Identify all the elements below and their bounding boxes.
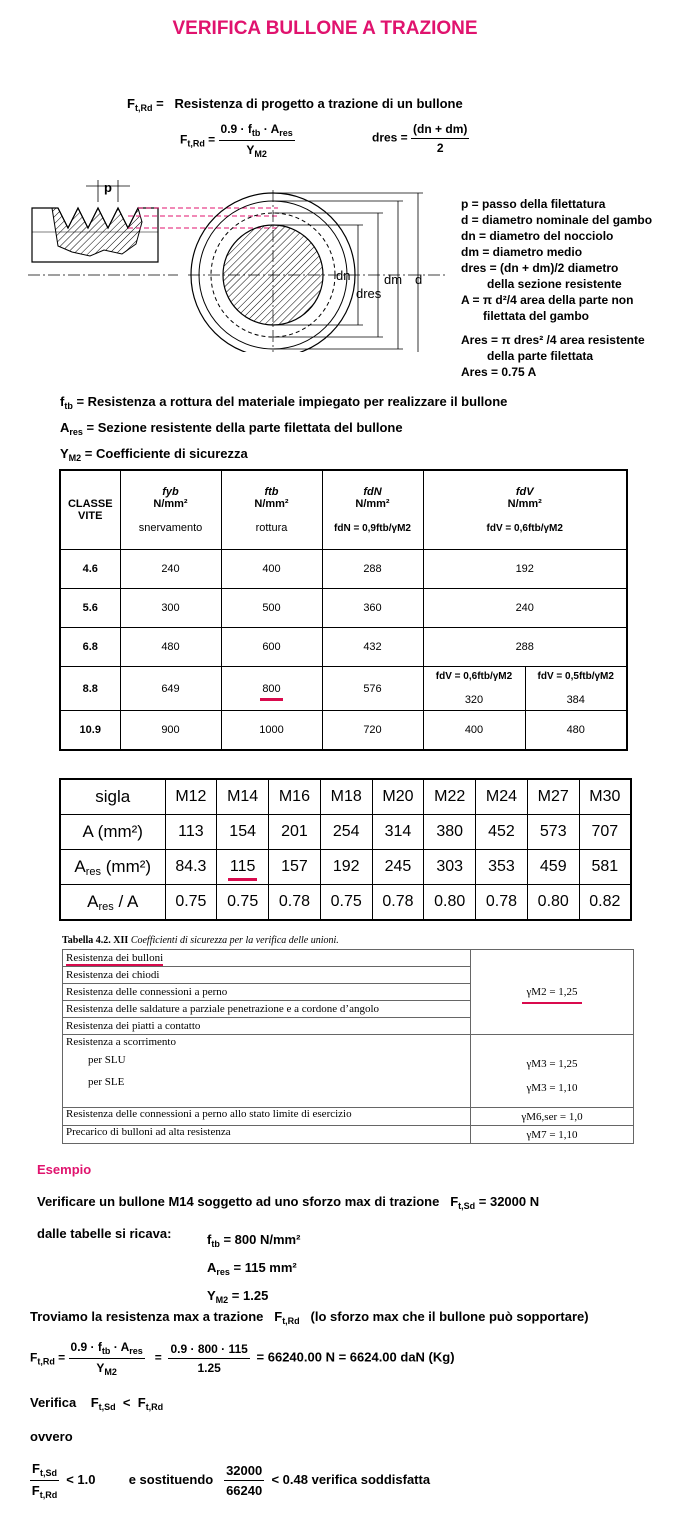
bolt-class-table (59, 469, 628, 751)
ftrd-formula: $F_{t,Rd}$ = $\frac{0.9 \cdot f_{tb} \cdot A_{res}}{Y_{M2}}$ (180, 122, 293, 159)
dres-label: dres (356, 286, 382, 301)
table-row: A (mm²) 113 154 201 254 314 380 452 573 707 (60, 815, 631, 850)
legend-item: A = π d²/4 area della parte non (461, 293, 634, 307)
bolt-diagram (28, 172, 448, 352)
header-fdv: fdV N/mm² fdV = 0,6ftb/γM2 (423, 470, 627, 550)
d-label: d (415, 272, 423, 287)
table-row: 5.6 300 500 360 240 (60, 589, 627, 628)
legend-item: d = diametro nominale del gambo (461, 213, 653, 227)
legend-item: dm = diametro medio (461, 245, 583, 259)
ym2-value: γM2 = 1,25 (522, 986, 581, 1004)
header-ftb: ftb N/mm² rottura (221, 470, 322, 550)
safety-coefficients-table: Resistenza dei bulloni Resistenza dei chiodi Resistenza delle connessioni a perno Resistenza delle saldature a parziale penetrazione e a cordone d’angolo Resistenza dei piatti a contatto γM2 = 1,25 Resistenza a scorrimento per SLU per SLE γM3 = 1,25 γM3 = 1,10 Resistenza delle connessioni a perno allo stato limite di esercizio γM6,ser = 1,0 Precarico di bulloni ad alta resistenza γM7 = 1,10 (62, 949, 634, 1144)
legend-item: filettata del gambo (483, 309, 590, 323)
definition-ym2: $Y_{M2}$ = Coefficiente di sicurezza (60, 446, 248, 463)
diagram-legend (461, 196, 652, 380)
table3-caption: Tabella 4.2. XII Coefficienti di sicurezza per la verifica delle unioni. (62, 935, 339, 946)
definition-ares: $A_{res}$ = Sezione resistente della parte filettata del bullone (60, 420, 403, 437)
highlight-115: 115 (228, 858, 258, 881)
p-label: p (104, 180, 112, 195)
example-heading: Esempio (37, 1162, 92, 1177)
example-calculation: $F_{t,Rd}$ = $\frac{0.9 \cdot f_{tb} \cdot A_{res}}{Y_{M2}}$ = $\frac{0.9 \cdot 800 \cdot 115}{1.25}$ = 66240.00 N = 6624.00 daN (Kg) (30, 1340, 455, 1377)
example-ovvero: ovvero (30, 1429, 73, 1444)
example-verifica: Verifica $F_{t,Sd} < F_{t,Rd}$ (30, 1395, 164, 1412)
table-row: Resistenza dei piatti a contatto (63, 1017, 470, 1034)
table-row: 4.6 240 400 288 192 (60, 550, 627, 589)
example-line1: Verificare un bullone M14 soggetto ad uno sforzo max di trazione $F_{t,Sd} = 32000$ N (37, 1194, 540, 1211)
table-row: 6.8 480 600 432 288 (60, 628, 627, 667)
example-line2: dalle tabelle si ricava: (37, 1226, 172, 1241)
ftrd-definition: $F_{t,Rd}$ = Resistenza di progetto a trazione di un bullone (127, 96, 463, 113)
example-values: $f_{tb} = 800$ N/mm² $A_{res} = 115$ mm² $Y_{M2} = 1.25$ (207, 1232, 301, 1305)
example-final: $\frac{F_{t,Sd}}{F_{t,Rd}}$ < 1.0 e sostituendo $\frac{32000}{66240}$ < 0.48 verifica soddisfatta (31, 1461, 431, 1500)
table-row: Resistenza dei bulloni (66, 952, 164, 964)
bolt-size-table (59, 778, 632, 921)
circular-section (188, 190, 448, 352)
dres-formula: dres = $\frac{(dn + dm)}{2}$ (372, 122, 468, 155)
table-row: $A_{res}$ / A 0.75 0.75 0.78 0.75 0.78 0.80 0.78 0.80 0.82 (60, 885, 631, 921)
table-row: Resistenza delle connessioni a perno (63, 983, 470, 1000)
highlight-800: 800 (260, 683, 282, 701)
definitions (60, 391, 507, 469)
legend-item: Ares = π dres² /4 area resistente (461, 333, 645, 347)
table-row: 10.9 900 1000 720 400 480 (60, 711, 627, 751)
legend-item: della sezione resistente (487, 277, 622, 291)
header-classe: CLASSE VITE (60, 470, 120, 550)
page-title: VERIFICA BULLONE A TRAZIONE (172, 18, 478, 39)
header-fdn: fdN N/mm² fdN = 0,9ftb/γM2 (322, 470, 423, 550)
table-row: Resistenza dei chiodi (63, 966, 470, 983)
legend-item: della parte filettata (487, 349, 594, 363)
definition-ftb: $f_{tb}$ = Resistenza a rottura del materiale impiegato per realizzare il bullone (60, 394, 508, 411)
table-row: Resistenza delle saldature a parziale penetrazione e a cordone d’angolo (63, 1000, 470, 1017)
example-line3: Troviamo la resistenza max a trazione $F_{t,Rd}$ (lo sforzo max che il bullone può sopportare) (30, 1309, 589, 1326)
dn-label: dn (336, 268, 351, 283)
table-row: 8.8 649 800 576 fdV = 0,6ftb/γM2 320 fdV = 0,5ftb/γM2 384 (60, 667, 627, 711)
legend-item: p = passo della filettatura (461, 197, 606, 211)
table-row: $A_{res}$ (mm²) 84.3 115 157 192 245 303 353 459 581 (60, 850, 631, 885)
header-fyb: fyb N/mm² snervamento (120, 470, 221, 550)
legend-item: dn = diametro del nocciolo (461, 229, 614, 243)
legend-item: dres = (dn + dm)/2 diametro (461, 261, 619, 275)
thread-section (28, 208, 178, 275)
legend-item: Ares = 0.75 A (461, 365, 537, 379)
dm-label: dm (384, 272, 403, 287)
table-row: sigla M12 M14 M16 M18 M20 M22 M24 M27 M30 (60, 779, 631, 815)
